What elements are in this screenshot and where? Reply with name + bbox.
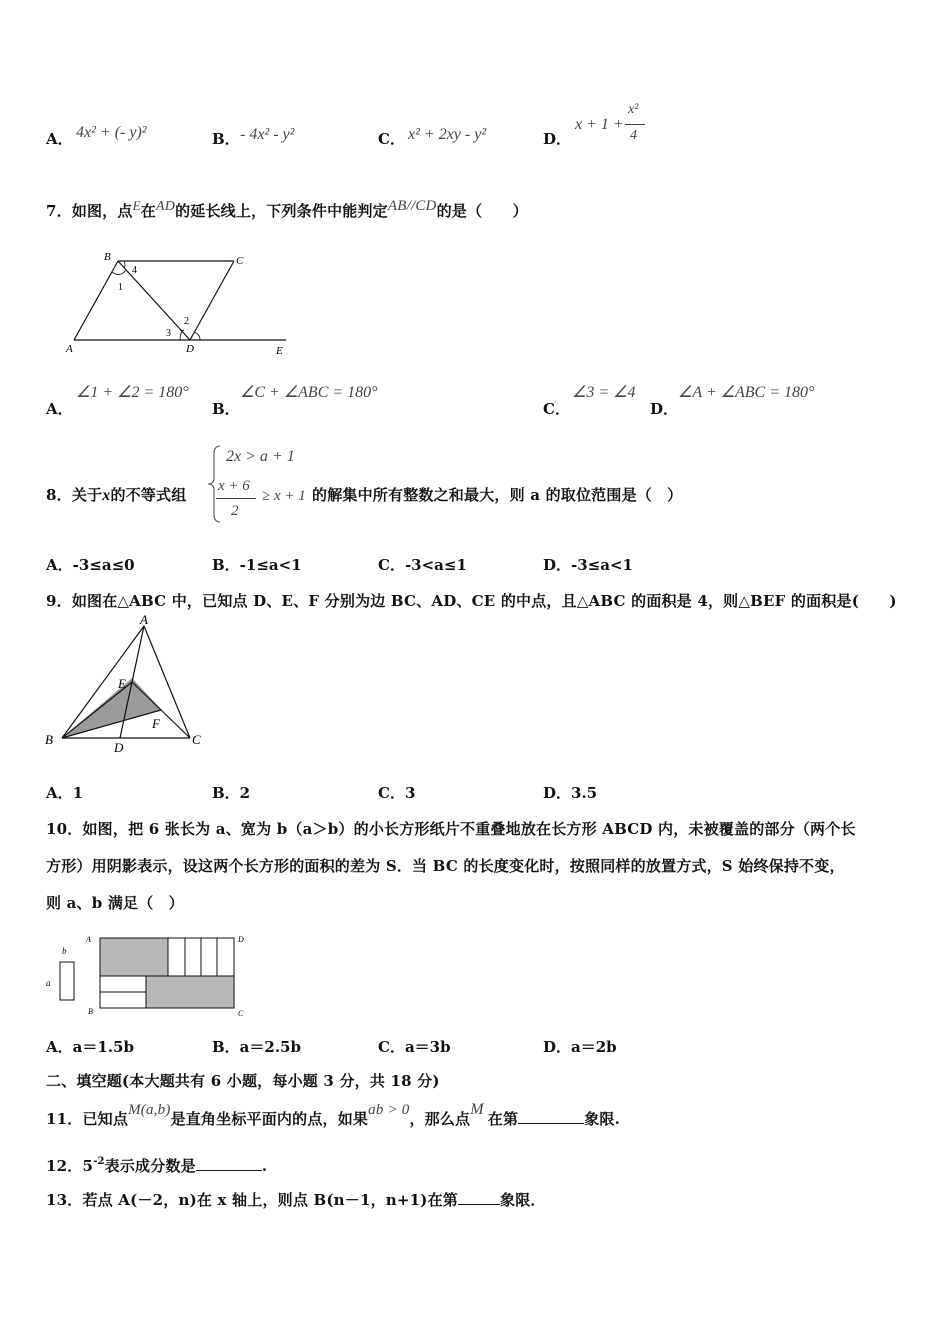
q10-label-a-side: a: [46, 978, 51, 988]
q7-point-e: E: [132, 198, 141, 213]
q10-stem-line2: 方形）用阴影表示，设这两个长方形的面积的差为 S．当 BC 的长度变化时，按照同样的放置方式，S 始终保持不变，: [46, 857, 845, 875]
q7-option-c-label: C．: [543, 400, 570, 418]
q11-text5: 象限.: [584, 1110, 621, 1128]
q9-option-b: B．2: [212, 784, 251, 802]
section-2-title: 二、填空题(本大题共有 6 小题，每小题 3 分，共 18 分): [46, 1072, 440, 1090]
q9-label-f: F: [152, 716, 160, 731]
q9-label-d: D: [114, 740, 124, 755]
q7-angle-label-1: 1: [118, 282, 123, 293]
q6-option-d-expr: x + 1 +: [575, 116, 624, 133]
q7-line-ab: [74, 261, 118, 340]
q6-option-b-label: B．: [212, 130, 240, 148]
q10-shaded-top-left: [100, 938, 168, 976]
q8-stem-start: [46, 484, 186, 505]
q7-figure: [60, 248, 300, 360]
q10-figure: [40, 928, 260, 1020]
q7-label-c: C: [236, 255, 244, 267]
q7-text3: 的延长线上，下列条件中能判定: [175, 202, 388, 220]
q10-label-b-side: b: [62, 946, 67, 956]
q7-angle-label-3: 3: [166, 328, 171, 339]
q9-option-d: D．3.5: [543, 784, 598, 802]
q7-label-e: E: [276, 345, 283, 357]
q11-stem: [46, 1101, 621, 1129]
q12-text3: .: [261, 1157, 268, 1175]
q7-line-bd: [118, 261, 190, 340]
q11-text3: ，那么点: [409, 1110, 471, 1128]
q7-text2: 在: [140, 202, 156, 220]
q7-angle-3-arc: [180, 330, 184, 340]
q7-option-b-expr: ∠C + ∠ABC = 180°: [240, 384, 378, 401]
q7-label-b: B: [104, 251, 111, 263]
q8-var-x: x: [102, 487, 111, 504]
q12-answer-blank[interactable]: [196, 1170, 262, 1171]
q8-text1: 8．关于: [46, 486, 103, 504]
q13-answer-blank[interactable]: [458, 1204, 500, 1205]
q10-option-d: D．a＝2b: [543, 1038, 617, 1056]
q9-option-c: C．3: [378, 784, 416, 802]
q6-option-d-label: D．: [543, 130, 572, 148]
q12-exponent: -2: [93, 1156, 105, 1167]
q7-stem: [46, 200, 528, 221]
q8-option-a: A．-3≤a≤0: [46, 556, 135, 574]
q8-text2: 的不等式组: [110, 486, 187, 504]
q11-condition: ab > 0: [368, 1102, 410, 1118]
q7-angle-1-arc: [112, 270, 126, 275]
q8-inequality-2-rest: ≥ x + 1: [262, 488, 306, 504]
q7-ab-parallel-cd: AB//CD: [387, 198, 437, 214]
q9-side-ac: [144, 626, 190, 738]
q7-text4: 的是（ ）: [436, 202, 528, 220]
q13-stem: [46, 1189, 546, 1210]
q9-stem: 9．如图在△ABC 中，已知点 D、E、F 分别为边 BC、AD、CE 的中点，且△ABC 的面积是 4，则△BEF 的面积是( ): [46, 592, 897, 610]
q8-option-d: D．-3≤a<1: [543, 556, 633, 574]
q7-option-b-label: B．: [212, 400, 240, 418]
q13-text2: 象限．: [500, 1191, 546, 1209]
q11-text4: 在第: [487, 1110, 519, 1128]
q10-option-a: A．a＝1.5b: [46, 1038, 134, 1056]
q6-option-c-expr: x² + 2xy - y²: [408, 126, 487, 143]
q6-option-d-numerator: x²: [628, 102, 639, 117]
q11-point-m: M(a,b): [128, 1102, 171, 1118]
q7-line-cd: [190, 261, 234, 340]
q8-fraction-denominator: 2: [231, 503, 239, 519]
q10-option-b: B．a＝2.5b: [212, 1038, 301, 1056]
q10-option-c: C．a＝3b: [378, 1038, 451, 1056]
q6-option-c-label: C．: [378, 130, 405, 148]
q8-option-c: C．-3<a≤1: [378, 556, 467, 574]
q10-label-a: A: [86, 935, 91, 944]
q11-text2: 是直角坐标平面内的点，如果: [170, 1110, 369, 1128]
q6-option-a-expr: 4x² + (- y)²: [76, 124, 147, 141]
q13-text1: 13．若点 A(－2，n)在 x 轴上，则点 B(n－1，n+1)在第: [46, 1191, 459, 1209]
q12-text1: 12．5: [46, 1157, 94, 1175]
q11-m: M: [470, 1101, 484, 1118]
q7-option-d-expr: ∠A + ∠ABC = 180°: [678, 384, 815, 401]
q7-option-a-expr: ∠1 + ∠2 = 180°: [76, 384, 189, 401]
q10-label-c: C: [238, 1009, 244, 1018]
q6-fraction-bar: [625, 124, 645, 125]
q8-inequality-1: 2x > a + 1: [226, 448, 295, 465]
q11-answer-blank[interactable]: [518, 1123, 584, 1124]
q7-option-a-label: A．: [46, 400, 73, 418]
q7-text1: 7．如图，点: [46, 202, 133, 220]
q10-label-d: D: [238, 935, 244, 944]
q9-label-c: C: [192, 732, 201, 747]
q10-stem-line1: 10．如图，把 6 张长为 a、宽为 b（a＞b）的小长方形纸片不重叠地放在长方形 ABCD 内，未被覆盖的部分（两个长: [46, 820, 856, 838]
q9-option-a: A．1: [46, 784, 84, 802]
q8-fraction-bar: [216, 498, 256, 499]
q7-option-d-label: D．: [650, 400, 679, 418]
q9-label-a: A: [140, 612, 148, 627]
q7-angle-label-2: 2: [184, 316, 189, 327]
q9-label-b: B: [45, 732, 53, 747]
q9-figure: [40, 612, 220, 762]
q7-ad: AD: [156, 199, 176, 214]
q12-stem: [46, 1155, 267, 1176]
q8-stem-end: 的解集中所有整数之和最大，则 a 的取位范围是（ ）: [312, 486, 683, 504]
q6-option-b-expr: - 4x² - y²: [240, 126, 295, 143]
q10-stem-line3: 则 a、b 满足（ ）: [46, 894, 184, 912]
q9-shaded-triangle-bef: [62, 678, 162, 738]
q6-option-a-label: A．: [46, 130, 73, 148]
q7-option-c-expr: ∠3 = ∠4: [572, 384, 636, 401]
q7-label-a: A: [66, 343, 73, 355]
q10-small-rectangle: [60, 962, 74, 1000]
q8-option-b: B．-1≤a<1: [212, 556, 302, 574]
q8-fraction-numerator: x + 6: [218, 478, 250, 494]
q10-label-b: B: [88, 1007, 93, 1016]
q9-label-e: E: [118, 676, 126, 691]
q12-text2: 表示成分数是: [104, 1157, 196, 1175]
q7-label-d: D: [186, 343, 194, 355]
q7-angle-2-arc: [194, 332, 200, 340]
q10-shaded-bottom-right: [146, 976, 234, 1008]
q11-text1: 11．已知点: [46, 1110, 129, 1128]
q6-option-d-denominator: 4: [630, 128, 637, 143]
q7-angle-label-4: 4: [132, 265, 137, 276]
